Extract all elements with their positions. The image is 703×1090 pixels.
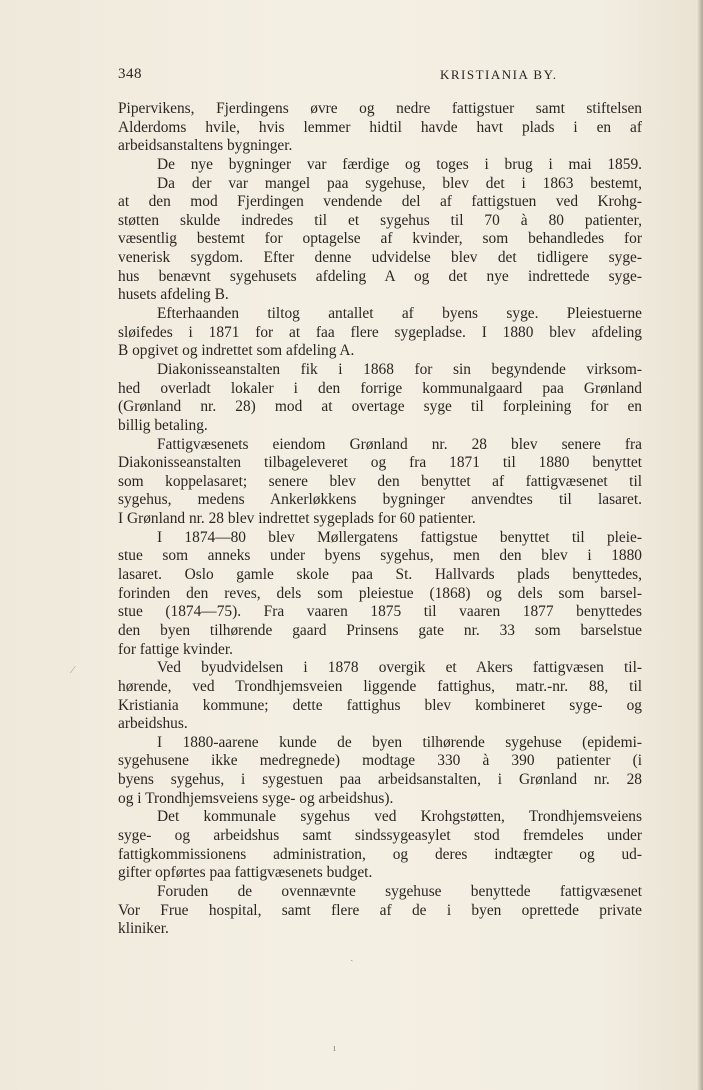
text-line: Det kommunale sygehus ved Krohgstøtten, Trondhjemsveiens (157, 808, 642, 826)
text-line: forinden den reves, dels som pleiestue (1868) og dels som barsel- (118, 584, 642, 602)
text-line: syge- og arbeidshus samt sindssygeasylet stod fremdeles under (118, 826, 642, 844)
page-number: 348 (118, 66, 142, 82)
text-line: støtten skulde indredes til et sygehus til 70 à 80 patienter, (118, 211, 642, 229)
text-line: I 1874—80 blev Møllergatens fattigstue benyttet til pleie- (157, 528, 642, 546)
text-line: Kristiania kommune; dette fattighus blev kombineret syge- og (118, 696, 642, 714)
text-line: sygehusene ikke medregnede) modtage 330 à 390 patienter (i (118, 752, 642, 770)
text-line: hus benævnt sygehusets afdeling A og det nye indrettede syge- (118, 267, 642, 285)
text-line: lasaret. Oslo gamle skole paa St. Hallvards plads benyttedes, (118, 566, 642, 584)
text-line: husets afdeling B. (118, 286, 229, 304)
text-line: fattigkommissionens administration, og deres indtægter og ud- (118, 845, 642, 863)
text-line: Diakonisseanstalten fik i 1868 for sin begyndende virksom- (157, 360, 642, 378)
page-header (118, 66, 642, 86)
text-line: kliniker. (118, 920, 169, 938)
text-line: at den mod Fjerdingen vendende del af fattigstuen ved Krohg- (118, 193, 642, 211)
margin-mark: ⁄ (72, 664, 74, 676)
text-line: Pipervikens, Fjerdingens øvre og nedre fattigstuer samt stiftelsen (118, 100, 642, 117)
text-line: for fattige kvinder. (118, 640, 233, 658)
stray-mark: ı (333, 1042, 337, 1054)
text-line: Diakonisseanstalten tilbageleveret og fra 1871 til 1880 benyttet (118, 454, 642, 472)
text-line: gifter opførtes paa fattigvæsenets budget. (118, 864, 373, 882)
text-line: Foruden de ovennævnte sygehuse benyttede fattigvæsenet (157, 882, 642, 900)
body-text (118, 100, 642, 939)
text-line: hed overladt lokaler i den forrige kommunalgaard paa Grønland (118, 379, 642, 397)
text-line: Alderdoms hvile, hvis lemmer hidtil havde havt plads i en af (118, 118, 642, 136)
text-line: stue som anneks under byens sygehus, men den blev i 1880 (118, 547, 642, 565)
page-edge-shadow (697, 0, 703, 1090)
text-line: Ved byudvidelsen i 1878 overgik et Akers fattigvæsen til- (157, 659, 642, 677)
running-title: KRISTIANIA BY. (440, 67, 558, 82)
text-line: B opgivet og indrettet som afdeling A. (118, 342, 355, 360)
text-line: (Grønland nr. 28) mod at overtage syge til forpleining for en (118, 398, 642, 416)
text-line: som koppelasaret; senere blev den benyttet af fattigvæsenet til (118, 472, 642, 490)
stray-mark: ˎ (350, 950, 354, 962)
text-line: I Grønland nr. 28 blev indrettet sygeplads for 60 patienter. (118, 510, 476, 528)
text-line: arbeidsanstaltens bygninger. (118, 137, 293, 155)
text-line: arbeidshus. (118, 715, 188, 733)
text-line: Fattigvæsenets eiendom Grønland nr. 28 blev senere fra (157, 435, 642, 453)
text-line: I 1880-aarene kunde de byen tilhørende sygehuse (epidemi- (157, 733, 642, 751)
text-line: byens sygehus, i sygestuen paa arbeidsanstalten, i Grønland nr. 28 (118, 771, 642, 789)
text-line: venerisk sygdom. Efter denne udvidelse blev det tidligere syge- (118, 249, 642, 267)
text-line: billig betaling. (118, 416, 208, 434)
text-line: den byen tilhørende gaard Prinsens gate nr. 33 som barselstue (118, 621, 642, 639)
text-line: og i Trondhjemsveiens syge- og arbeidshus). (118, 789, 394, 807)
text-line: Efterhaanden tiltog antallet af byens syge. Pleiestuerne (157, 305, 642, 323)
text-line: Vor Frue hospital, samt flere af de i byen oprettede private (118, 901, 642, 919)
text-line: stue (1874—75). Fra vaaren 1875 til vaaren 1877 benyttedes (118, 603, 642, 621)
text-line: sløifedes i 1871 for at faa flere sygepladse. I 1880 blev afdeling (118, 323, 642, 341)
text-line: Da der var mangel paa sygehuse, blev det i 1863 bestemt, (157, 174, 642, 192)
text-line: hørende, ved Trondhjemsveien liggende fattighus, matr.-nr. 88, til (118, 677, 642, 695)
text-line: sygehus, medens Ankerløkkens bygninger anvendtes til lasaret. (118, 491, 642, 509)
text-line: væsentlig bestemt for optagelse af kvinder, som behandledes for (118, 230, 642, 248)
text-line: De nye bygninger var færdige og toges i brug i mai 1859. (157, 155, 642, 173)
